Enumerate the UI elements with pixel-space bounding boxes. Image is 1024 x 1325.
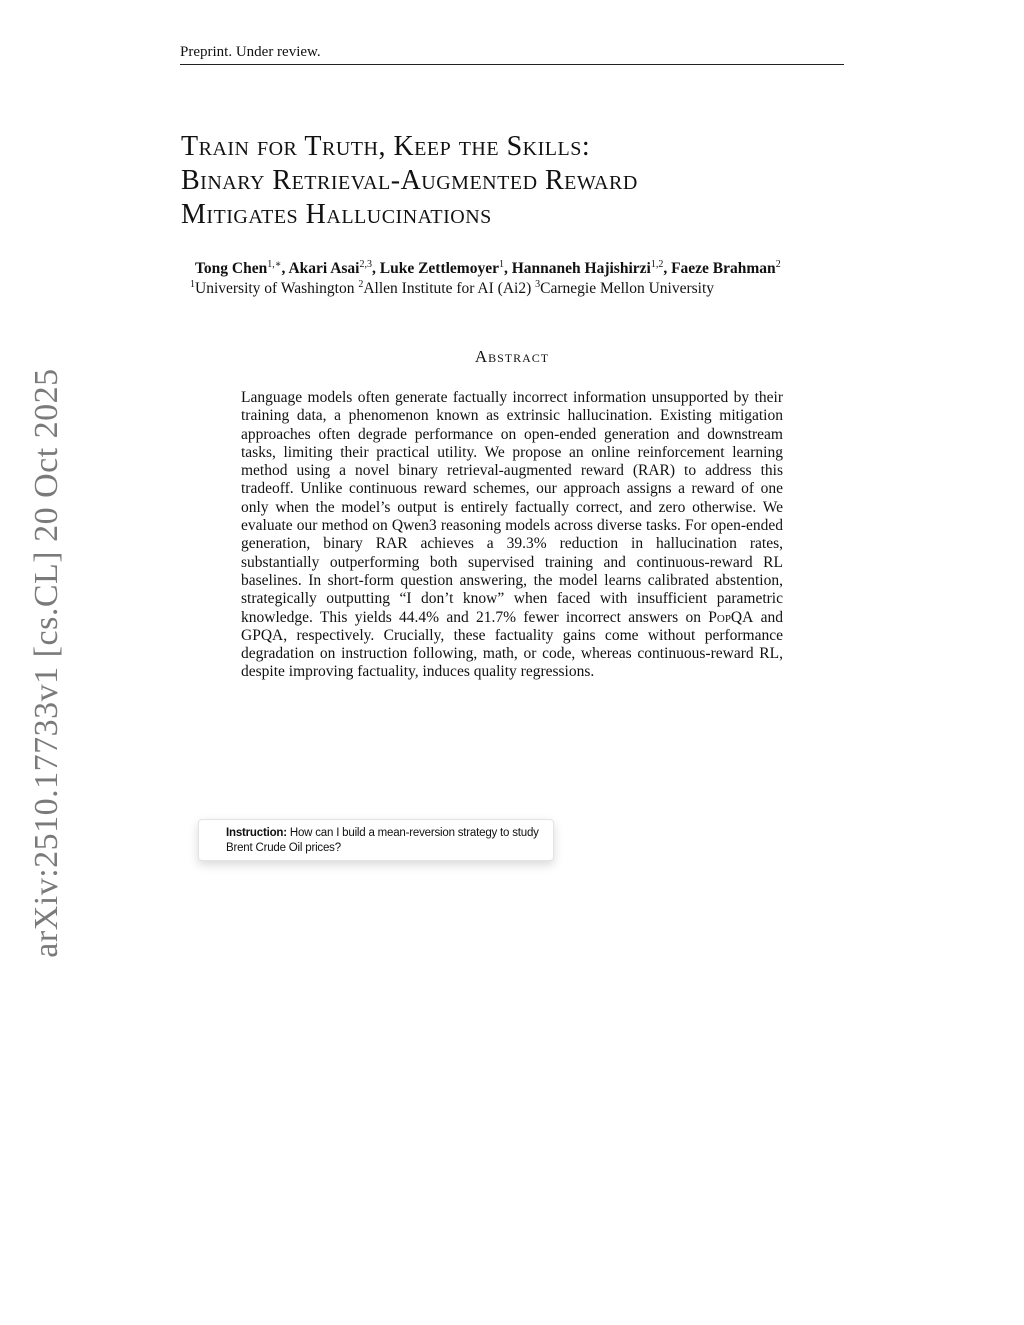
author-name: Tong Chen [195, 260, 268, 278]
instruction-text: How can I build a mean-reversion strategy to study Brent Crude Oil prices? [226, 827, 539, 854]
title-line-3: Mitigates Hallucinations [181, 199, 492, 230]
author-name: Luke Zettlemoyer [379, 260, 499, 278]
abstract-popqa: PopQA [708, 608, 754, 626]
arxiv-identifier-stamp: arXiv:2510.17733v1 [cs.CL] 20 Oct 2025 [28, 368, 65, 958]
author-marks: 2,3 [359, 259, 372, 270]
paper-title [181, 130, 841, 232]
abstract-body [241, 389, 783, 682]
running-head: Preprint. Under review. [180, 44, 844, 65]
affiliation-mark: 3 [535, 279, 541, 290]
author-name: Akari Asai [288, 260, 360, 278]
instruction-figure-box [198, 819, 554, 861]
abstract-heading: Abstract [474, 347, 550, 366]
author-name: Faeze Brahman [671, 260, 776, 278]
affiliation-name: Allen Institute for AI (Ai2) [363, 280, 532, 298]
affiliation-name: University of Washington [195, 280, 355, 298]
author-marks: 1 [498, 259, 504, 270]
title-line-2: Binary Retrieval-Augmented Reward [181, 165, 638, 196]
affiliation-name: Carnegie Mellon University [540, 280, 715, 298]
affiliation-mark: 2 [358, 279, 364, 290]
author-name: Hannaneh Hajishirzi [511, 260, 651, 278]
affiliation-mark: 1 [190, 279, 195, 290]
author-marks: 1,∗ [267, 259, 282, 270]
abstract-text: Language models often generate factually incorrect information unsupported by their training data, a phenomenon known as extrinsic hallucination. Existing mitigation approaches often degrade performance on open-ended generation and downstream tasks, limiting their practical utility. We propose an online reinforcement learning method using a novel binary retrieval-augmented reward (RAR) to address this tradeoff. Unlike continuous reward schemes, our approach assigns a reward of one only when the model’s output is entirely factually correct, and zero otherwise. We evaluate our method on Qwen3 reasoning models across diverse tasks. For open-ended generation, binary RAR achieves a 39.3% reduction in hallucination rates, substantially outperforming both supervised training and continuous-reward RL baselines. In short-form question answering, the model learns calibrated abstention, strategically outputting “I don’t know” when faced with insufficient parametric knowledge. This yields 44.4% and 21.7% fewer incorrect answers on [241, 389, 783, 626]
instruction-label: Instruction: [226, 827, 287, 839]
author-marks: 2 [775, 259, 781, 270]
author-marks: 1,2 [650, 259, 664, 270]
title-line-1: Train for Truth, Keep the Skills: [181, 131, 591, 162]
affiliation-list [190, 279, 840, 298]
abstract-text-end: and GPQA, respectively. Crucially, these factuality gains come without performance degradation on instruction following, math, or code, whereas continuous-reward RL, despite improving factuality, induces quality regressions. [241, 608, 783, 681]
author-list: Tong Chen$^{1,∗}$, Akari Asai$^{2,3}$, Luke Zettlemoyer$^1$, Hannaneh Hajishirzi$^{1,2}$, Faeze Brahman$^2$ [195, 259, 781, 278]
